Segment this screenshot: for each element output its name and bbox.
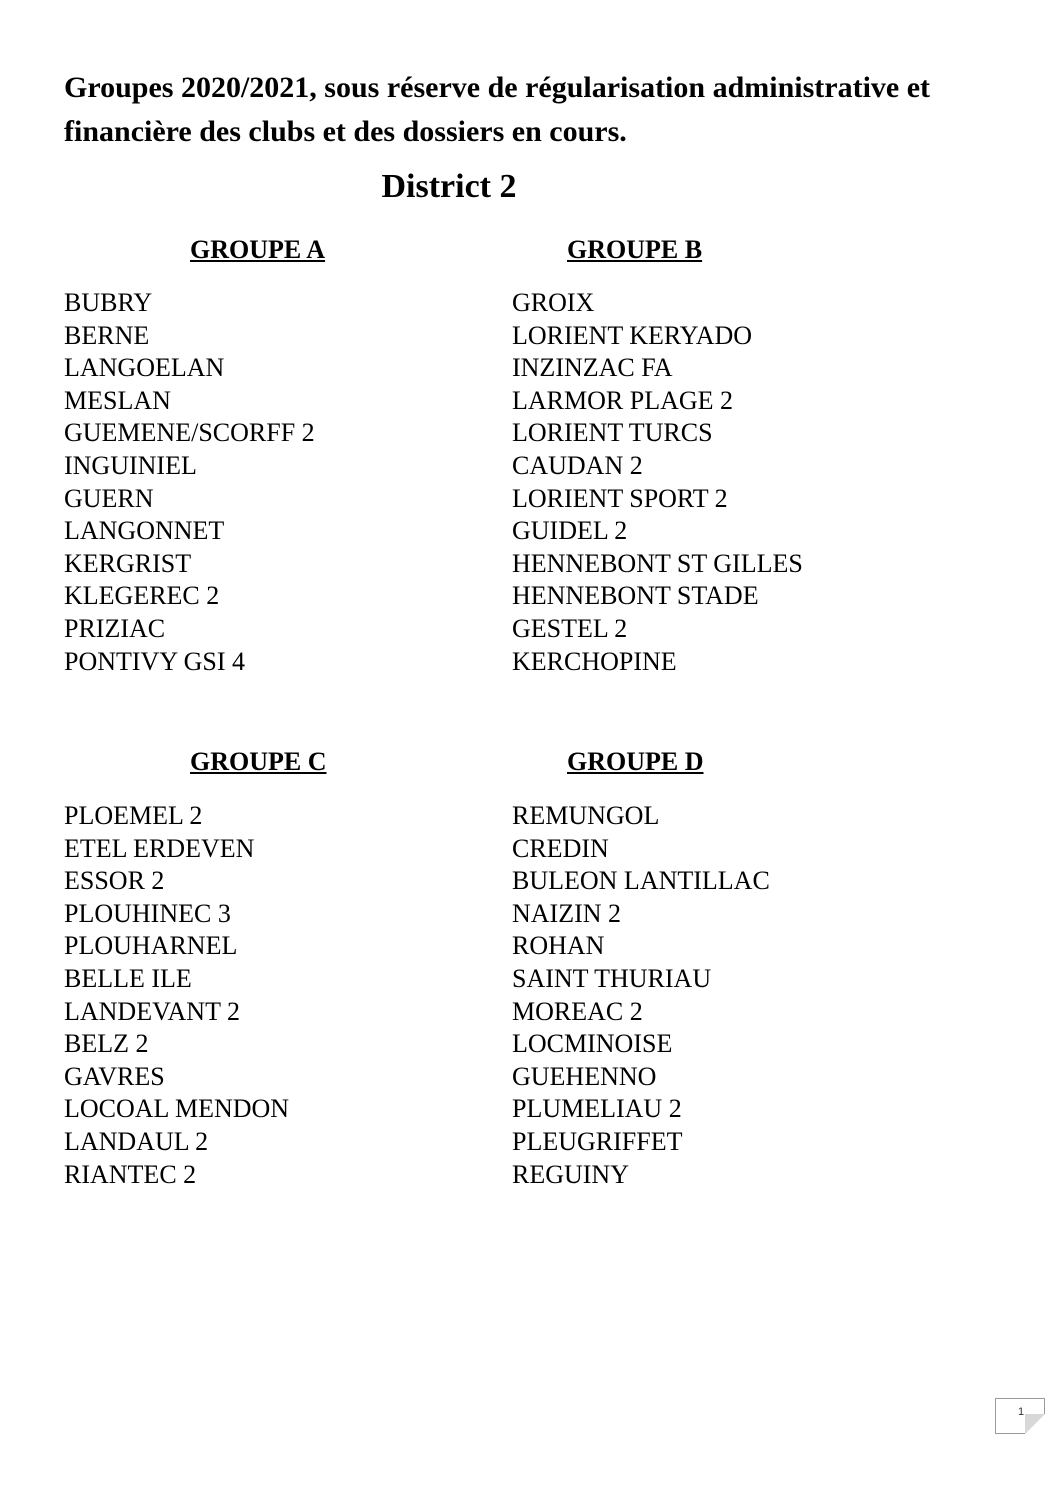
- club-item: REMUNGOL: [512, 801, 660, 830]
- club-item: PRIZIAC: [64, 613, 166, 643]
- club-item: GUEHENNO: [512, 1061, 657, 1091]
- club-item: REGUINY: [512, 1159, 629, 1189]
- group-a-club-list: [64, 287, 315, 678]
- club-item: BELZ 2: [64, 1029, 149, 1059]
- club-item: HENNEBONT ST GILLES: [512, 548, 803, 578]
- club-item: BERNE: [64, 320, 150, 350]
- club-item: KERCHOPINE: [512, 646, 677, 676]
- club-item: PLOUHINEC 3: [64, 898, 231, 928]
- document-intro: Groupes 2020/2021, sous réserve de régularisation administrative et financière des clubs et des dossiers en cours.: [64, 71, 931, 148]
- club-item: PLOEMEL 2: [64, 801, 203, 830]
- club-item: CAUDAN 2: [512, 450, 643, 480]
- page-number-box: [995, 1398, 1045, 1434]
- club-item: GROIX: [512, 288, 595, 317]
- club-item: LANGONNET: [64, 516, 225, 546]
- group-c-title: GROUPE C: [190, 747, 327, 776]
- club-item: ESSOR 2: [64, 866, 165, 896]
- club-item: GUERN: [64, 483, 154, 513]
- group-d-title: GROUPE D: [567, 747, 704, 776]
- page-number: 1: [1017, 1406, 1025, 1418]
- club-item: GUIDEL 2: [512, 516, 628, 546]
- club-item: INZINZAC FA: [512, 353, 673, 383]
- club-item: INGUINIEL: [64, 450, 197, 480]
- club-item: MOREAC 2: [512, 996, 643, 1026]
- club-item: PLOUHARNEL: [64, 931, 238, 961]
- club-item: LARMOR PLAGE 2: [512, 385, 734, 415]
- club-item: LORIENT TURCS: [512, 418, 713, 448]
- club-item: BELLE ILE: [64, 963, 192, 993]
- group-b-title: GROUPE B: [567, 235, 703, 264]
- group-b-club-list: [512, 287, 803, 678]
- club-item: KLEGEREC 2: [64, 581, 220, 611]
- district-title: District 2: [381, 168, 517, 205]
- club-item: BULEON LANTILLAC: [512, 866, 770, 896]
- club-item: BUBRY: [64, 288, 153, 317]
- club-item: MESLAN: [64, 385, 171, 415]
- club-item: NAIZIN 2: [512, 898, 622, 928]
- club-item: LANDEVANT 2: [64, 996, 240, 1026]
- club-item: LANGOELAN: [64, 353, 225, 383]
- club-item: PLEUGRIFFET: [512, 1126, 683, 1156]
- club-item: PLUMELIAU 2: [512, 1094, 682, 1124]
- club-item: PONTIVY GSI 4: [64, 646, 246, 676]
- club-item: GUEMENE/SCORFF 2: [64, 418, 315, 448]
- club-item: CREDIN: [512, 833, 609, 863]
- club-item: ROHAN: [512, 931, 605, 961]
- club-item: LANDAUL 2: [64, 1126, 209, 1156]
- club-item: LOCMINOISE: [512, 1029, 673, 1059]
- club-item: GESTEL 2: [512, 613, 628, 643]
- group-a-title: GROUPE A: [190, 235, 326, 264]
- club-item: RIANTEC 2: [64, 1159, 197, 1189]
- club-item: HENNEBONT STADE: [512, 581, 759, 611]
- club-item: GAVRES: [64, 1061, 165, 1091]
- club-item: SAINT THURIAU: [512, 963, 712, 993]
- club-item: LORIENT SPORT 2: [512, 483, 728, 513]
- club-item: LORIENT KERYADO: [512, 320, 753, 350]
- club-item: ETEL ERDEVEN: [64, 833, 255, 863]
- club-item: KERGRIST: [64, 548, 192, 578]
- group-d-club-list: [512, 800, 770, 1191]
- club-item: LOCOAL MENDON: [64, 1094, 290, 1124]
- group-c-club-list: [64, 800, 289, 1191]
